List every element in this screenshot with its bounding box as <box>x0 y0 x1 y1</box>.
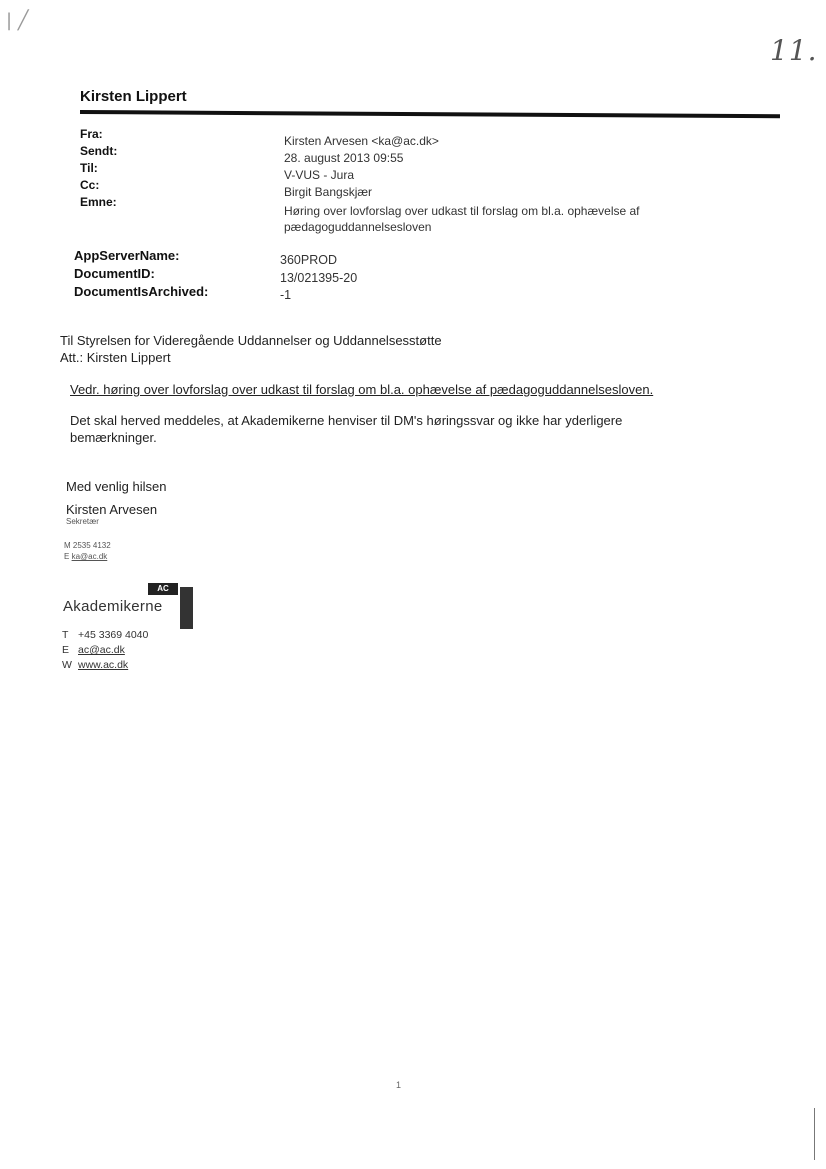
label-sendt: Sendt: <box>80 144 118 158</box>
signature-name: Kirsten Arvesen <box>66 502 158 517</box>
label-til: Til: <box>80 161 98 175</box>
label-document-id: DocumentID: <box>74 266 155 281</box>
ac-logo-badge: AC <box>148 583 178 595</box>
body-text-line1: Det skal herved meddeles, at Akademikerne henviser til DM's høringssvar og ikke har yderligere <box>70 413 623 428</box>
header-rule <box>80 110 780 118</box>
recipient-line1: Til Styrelsen for Videregående Uddannelser og Uddannelsesstøtte <box>60 333 442 348</box>
contact-phone-value: +45 3369 4040 <box>78 629 149 641</box>
contact-email-link[interactable]: ac@ac.dk <box>78 644 125 656</box>
signature-mobile: M 2535 4132 <box>64 541 111 550</box>
value-til: V-VUS - Jura <box>284 168 355 182</box>
contact-web-link[interactable]: www.ac.dk <box>78 659 129 671</box>
contact-email-key: E <box>62 644 70 656</box>
contact-phone <box>62 629 148 641</box>
label-document-archived: DocumentIsArchived: <box>74 284 209 299</box>
value-emne-line2: pædagoguddannelsesloven <box>284 220 432 234</box>
akademikerne-logo-text: Akademikerne <box>63 598 163 615</box>
signature-email-row <box>64 552 107 561</box>
value-emne-line1: Høring over lovforslag over udkast til forslag om bl.a. ophævelse af <box>284 204 640 218</box>
value-app-server: 360PROD <box>280 253 337 267</box>
contact-web-key: W <box>62 659 72 671</box>
signature-title: Sekretær <box>66 517 99 526</box>
greeting: Med venlig hilsen <box>66 479 167 494</box>
value-document-archived: -1 <box>280 288 292 302</box>
header-name: Kirsten Lippert <box>80 88 187 105</box>
label-fra: Fra: <box>80 127 103 141</box>
value-fra: Kirsten Arvesen <ka@ac.dk> <box>284 134 439 148</box>
signature-email-link[interactable]: ka@ac.dk <box>71 552 108 561</box>
handwritten-page-mark: 11. <box>770 34 818 67</box>
corner-mark: | ╱ <box>6 10 29 31</box>
contact-web <box>62 659 128 671</box>
body-text-line2: bemærkninger. <box>70 430 157 445</box>
label-emne: Emne: <box>80 195 117 209</box>
signature-email-prefix: E <box>64 552 70 561</box>
label-app-server: AppServerName: <box>74 248 180 263</box>
scan-edge-line <box>814 1108 815 1160</box>
value-document-id: 13/021395-20 <box>280 271 358 285</box>
ac-logo-bar <box>180 587 193 629</box>
value-sendt: 28. august 2013 09:55 <box>284 151 404 165</box>
contact-email <box>62 644 125 656</box>
contact-phone-key: T <box>62 629 69 641</box>
label-cc: Cc: <box>80 178 100 192</box>
subject-line: Vedr. høring over lovforslag over udkast til forslag om bl.a. ophævelse af pædagoguddannelsesloven. <box>70 382 654 397</box>
value-cc: Birgit Bangskjær <box>284 185 373 199</box>
recipient-line2: Att.: Kirsten Lippert <box>60 350 171 365</box>
page-number: 1 <box>396 1080 402 1090</box>
